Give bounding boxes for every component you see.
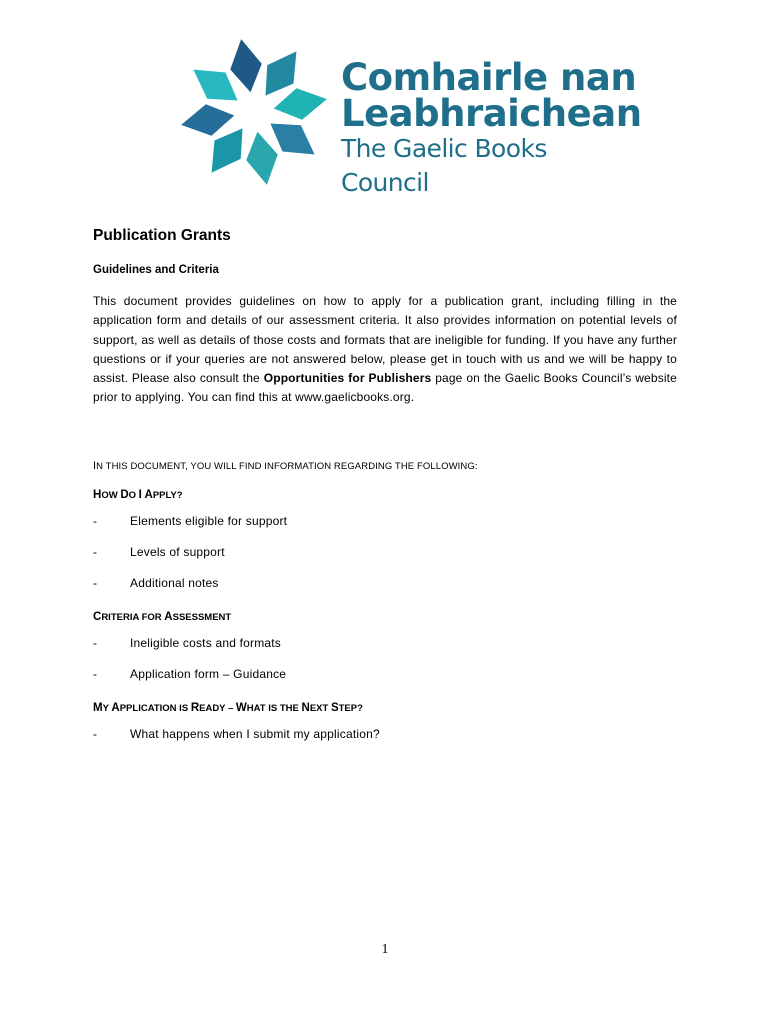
heading-rest: HAT IS THE — [246, 702, 302, 714]
heading-initial: A — [111, 701, 120, 714]
toc-item — [93, 545, 677, 563]
toc-item-label: Application form – Guidance — [130, 666, 287, 681]
heading-initial: A — [164, 610, 173, 623]
heading-rest: O — [128, 489, 139, 501]
heading-initial: W — [235, 701, 247, 714]
heading-rest: TEP? — [338, 702, 363, 714]
page-number: 1 — [381, 942, 389, 957]
toc-item-label: Levels of support — [130, 544, 225, 559]
heading-initial: M — [93, 701, 103, 714]
heading-initial: N — [301, 701, 310, 714]
star-logo-icon — [178, 38, 330, 186]
heading-rest: SSESSMENT — [172, 611, 232, 623]
toc-item-dash: - — [93, 544, 98, 559]
logo-petal — [178, 100, 237, 141]
heading-initial: R — [190, 701, 200, 714]
logo-line-2: Leabhraichean — [341, 92, 642, 135]
gaelic-books-council-logo — [178, 38, 642, 197]
toc-item-label: What happens when I submit my application? — [130, 726, 380, 741]
heading-initial: D — [120, 488, 129, 501]
toc-item-dash: - — [93, 726, 98, 741]
toc-item-label: Ineligible costs and formats — [130, 635, 282, 650]
heading-initial: I — [138, 488, 142, 501]
toc-item — [93, 514, 677, 532]
logo-line-1: Comhairle nan — [341, 56, 637, 99]
heading-initial: H — [93, 488, 102, 501]
heading-rest: RITERIA FOR — [101, 611, 165, 623]
heading-rest: PPLY? — [152, 489, 183, 501]
toc-item — [93, 667, 677, 685]
heading-rest: PPLICATION IS — [119, 702, 191, 714]
page-title: Publication Grants — [93, 227, 231, 244]
heading-initial: S — [330, 701, 339, 714]
toc-item-dash: - — [93, 575, 98, 590]
logo-wordmark — [341, 56, 642, 200]
intro-bold-link-text: Opportunities for Publishers — [263, 371, 432, 386]
toc-item-dash: - — [93, 666, 98, 681]
toc-item-dash: - — [93, 513, 98, 528]
heading-rest: OW — [101, 489, 121, 501]
toc-item — [93, 576, 677, 594]
heading-rest: EXT — [309, 702, 331, 714]
toc-section-heading — [93, 702, 677, 714]
heading-rest: EADY – — [199, 702, 236, 714]
toc-intro-initial: I — [93, 459, 97, 472]
toc-intro — [93, 460, 677, 472]
intro-text-2: page on the Gaelic Books Council’s website prior to applying. You can find this at www.gaelicbooks.org. — [93, 371, 677, 405]
toc-item-label: Additional notes — [130, 575, 219, 590]
toc-item — [93, 727, 677, 745]
toc-item-label: Elements eligible for support — [130, 513, 288, 528]
table-of-contents — [93, 489, 677, 745]
logo-line-3: The Gaelic Books Council — [341, 134, 547, 197]
toc-section-heading — [93, 489, 677, 501]
intro-text-1: This document provides guidelines on how to apply for a publication grant, including filling in the application form and details of our assessment criteria. It also provides information on potential levels of support, as well as details of those costs and formats that are ineligible for funding. If you have any further questions or if your queries are not answered below, please get in touch with us and we will be happy to assist. Please also consult the — [93, 294, 677, 386]
page-subtitle: Guidelines and Criteria — [93, 264, 219, 276]
toc-item — [93, 636, 677, 654]
logo-petal — [271, 83, 330, 124]
intro-paragraph — [93, 292, 677, 408]
toc-item-dash: - — [93, 635, 98, 650]
toc-section-heading — [93, 611, 677, 623]
heading-rest: Y — [102, 702, 112, 714]
heading-initial: A — [144, 488, 153, 501]
document-body — [93, 226, 677, 745]
toc-intro-rest: N THIS DOCUMENT, YOU WILL FIND INFORMATION REGARDING THE FOLLOWING: — [96, 460, 478, 472]
heading-initial: C — [93, 610, 102, 623]
